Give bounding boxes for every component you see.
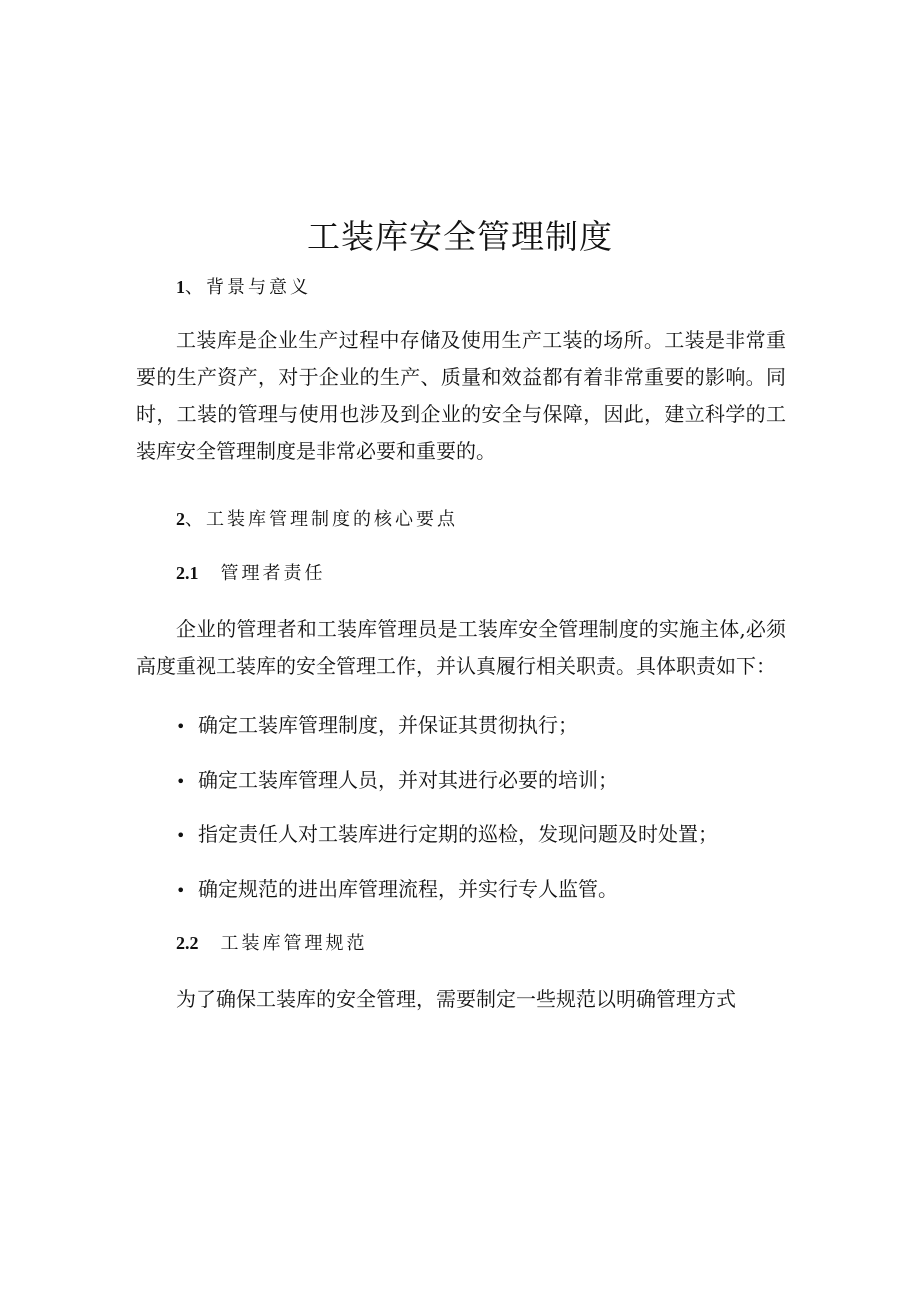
list-item xyxy=(176,708,578,744)
bullet-icon: • xyxy=(176,826,186,845)
list-item-text: 确定工装库管理制度，并保证其贯彻执行； xyxy=(198,713,578,737)
section-separator: 、 xyxy=(185,277,206,298)
section-number: 2 xyxy=(176,509,185,529)
section-heading-2 xyxy=(176,504,458,535)
section-separator: 、 xyxy=(185,509,206,530)
list-item xyxy=(176,763,618,799)
subsection-heading-2-2 xyxy=(176,928,368,959)
section-title: 工装库管理制度的核心要点 xyxy=(206,509,458,530)
list-item-text: 指定责任人对工装库进行定期的巡检，发现问题及时处置； xyxy=(198,822,718,846)
section-number: 1 xyxy=(176,277,185,297)
list-item xyxy=(176,817,718,853)
bullet-icon: • xyxy=(176,717,186,736)
bullet-icon: • xyxy=(176,772,186,791)
bullet-icon: • xyxy=(176,881,186,900)
document-title: 工装库安全管理制度 xyxy=(307,217,613,256)
list-item-text: 确定规范的进出库管理流程，并实行专人监管。 xyxy=(198,877,618,901)
subsection-number: 2.1 xyxy=(176,563,199,583)
paragraph-background: 工装库是企业生产过程中存储及使用生产工装的场所。工装是非常重要的生产资产，对于企业的生产、质量和效益都有着非常重要的影响。同时，工装的管理与使用也涉及到企业的安全与保障，因此，建立科学的工装库安全管理制度是非常必要和重要的。 xyxy=(136,328,786,463)
section-heading-1 xyxy=(176,272,311,303)
list-item-text: 确定工装库管理人员，并对其进行必要的培训； xyxy=(198,768,618,792)
subsection-heading-2-1 xyxy=(176,558,326,589)
subsection-number: 2.2 xyxy=(176,933,199,953)
subsection-title: 管理者责任 xyxy=(220,563,326,584)
subsection-title: 工装库管理规范 xyxy=(220,933,368,954)
paragraph-responsibility: 企业的管理者和工装库管理员是工装库安全管理制度的实施主体,必须高度重视工装库的安全管理工作，并认真履行相关职责。具体职责如下： xyxy=(136,617,786,678)
section-title: 背景与意义 xyxy=(206,277,311,298)
paragraph-standards: 为了确保工装库的安全管理，需要制定一些规范以明确管理方式 xyxy=(176,987,736,1011)
list-item xyxy=(176,872,618,908)
